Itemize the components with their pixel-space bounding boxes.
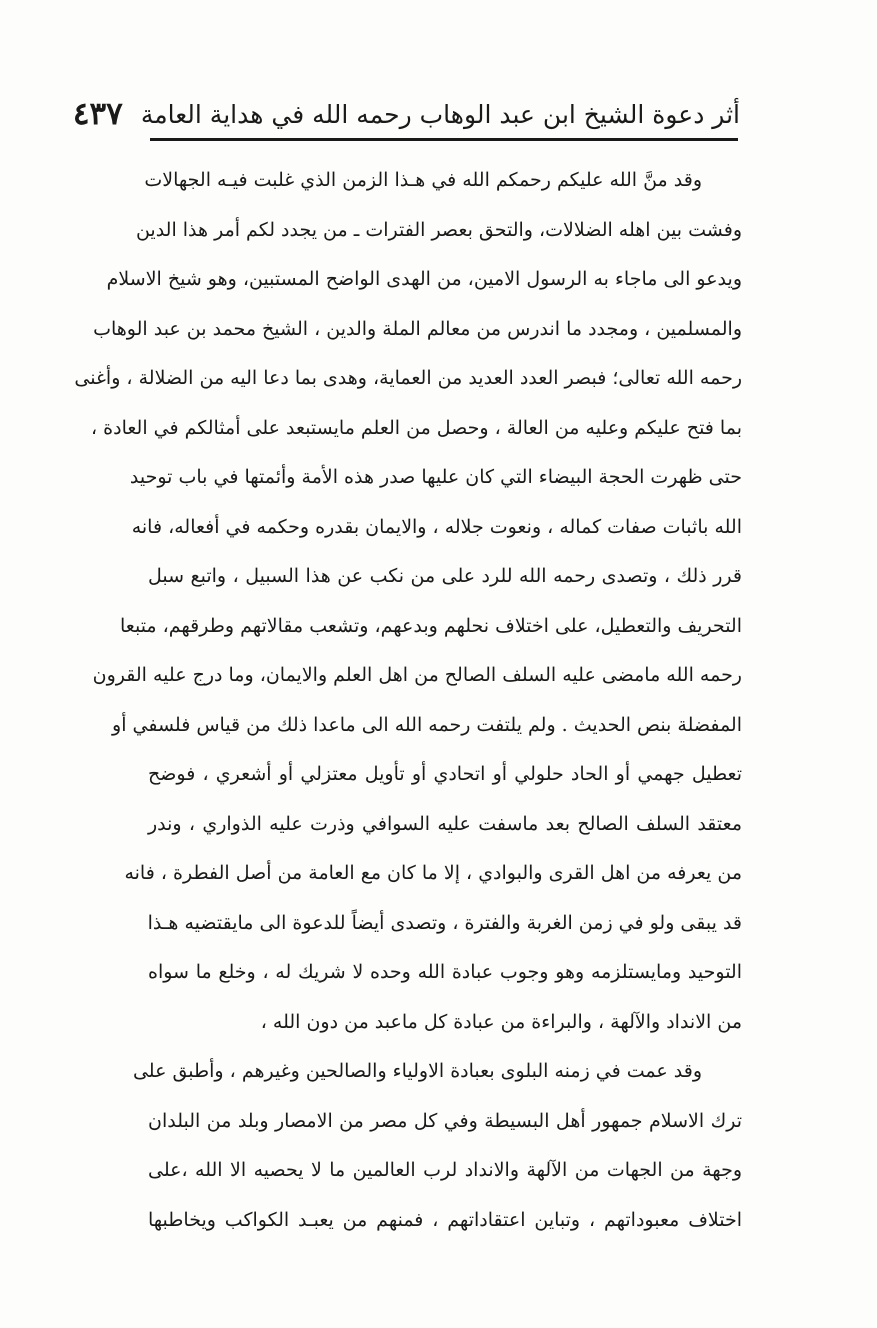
text-line: وقد عمت في زمنه البلوى بعبادة الاولياء والصالحين وغيرهم ، وأطبق على (132, 1060, 702, 1082)
text-line: من يعرفه من اهل القرى والبوادي ، إلا ما كان مع العامة من أصل الفطرة ، فانه (124, 862, 742, 884)
page-number: ٤٣٧ (72, 96, 123, 132)
text-line: تعطيل جهمي أو الحاد حلولي أو اتحادي أو تأويل معتزلي أو أشعري ، فوضح (148, 763, 742, 785)
text-line: التحريف والتعطيل، على اختلاف نحلهم وبدعهم، وتشعب مقالاتهم وطرقهم، متبعا (120, 614, 742, 637)
text-line: ترك الاسلام جمهور أهل البسيطة وفي كل مصر من الامصار وبلد من البلدان (148, 1109, 742, 1132)
text-line: والمسلمين ، ومجدد ما اندرس من معالم الملة والدين ، الشيخ محمد بن عبد الوهاب (93, 317, 742, 340)
text-line: من الانداد والآلهة ، والبراءة من عبادة كل ماعبد من دون الله ، (260, 1010, 742, 1033)
text-line: وقد منَّ الله عليكم رحمكم الله في هـذا الزمن الذي غلبت فيـه الجهالات (144, 169, 702, 191)
text-line: التوحيد ومايستلزمه وهو وجوب عبادة الله وحده لا شريك له ، وخلع ما سواه (148, 961, 742, 983)
text-line: وفشت بين اهله الضلالات، والتحق بعصر الفترات ـ من يجدد لكم أمر هذا الدين (135, 218, 742, 241)
text-line: رحمه الله تعالى؛ فبصر العدد العديد من العماية، وهدى بما دعا اليه من الضلالة ، وأغنى (74, 367, 742, 389)
text-line: قد يبقى ولو في زمن الغربة والفترة ، وتصدى أيضاً للدعوة الى مايقتضيه هـذا (147, 911, 742, 934)
running-title: أثر دعوة الشيخ ابن عبد الوهاب رحمه الله في هداية العامة (140, 99, 740, 129)
text-line: الله باثبات صفات كماله ، ونعوت جلاله ، والايمان بقدره وحكمه في أفعاله، فانه (131, 515, 742, 538)
text-line: ويدعو الى ماجاء به الرسول الامين، من الهدى الواضح المستبين، وهو شيخ الاسلام (106, 268, 742, 290)
header-rule (150, 138, 738, 141)
text-line: بما فتح عليكم وعليه من العالة ، وحصل من العلم مايستبعد على أمثالكم في العادة ، (91, 416, 742, 439)
text-line: المفضلة بنص الحديث . ولم يلتفت رحمه الله الى ماعدا ذلك من قياس فلسفي أو (112, 713, 742, 736)
text-line: اختلاف معبوداتهم ، وتباين اعتقاداتهم ، فمنهم من يعبـد الكواكب ويخاطبها (148, 1208, 742, 1231)
page-header (72, 92, 740, 136)
text-line: حتى ظهرت الحجة البيضاء التي كان عليها صدر هذه الأمة وأئمتها في باب توحيد (129, 466, 742, 488)
text-line: قرر ذلك ، وتصدى رحمه الله للرد على من نكب عن هذا السبيل ، واتبع سبل (148, 565, 742, 587)
body-text (74, 156, 742, 1245)
text-line: وجهة من الجهات من الآلهة والانداد لرب العالمين ما لا يحصيه الا الله ،على (148, 1159, 742, 1181)
text-line: رحمه الله مامضى عليه السلف الصالح من اهل العلم والايمان، وما درج عليه القرون (92, 664, 742, 686)
text-line: معتقد السلف الصالح بعد ماسفت عليه السوافي وذرت عليه الذواري ، وندر (148, 812, 742, 835)
